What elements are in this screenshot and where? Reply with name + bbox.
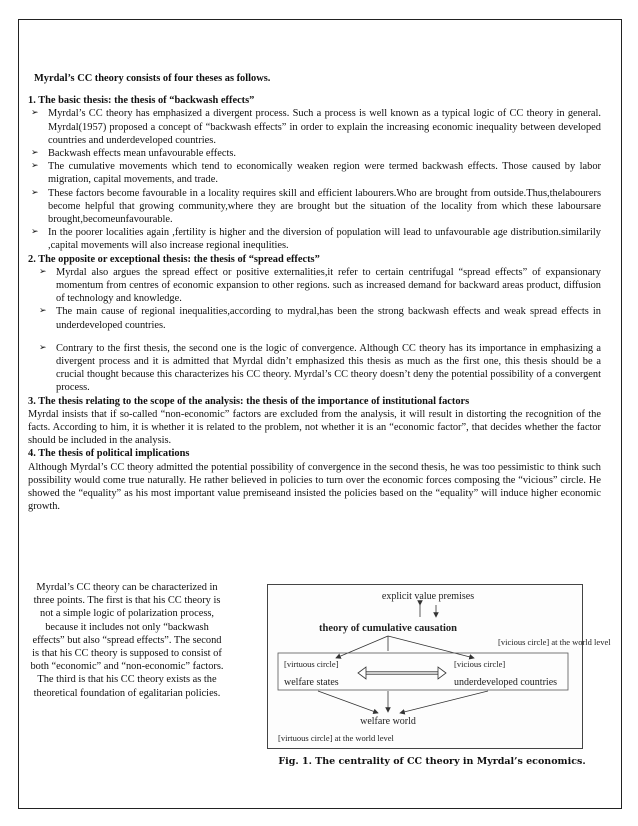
section-3-text: Myrdal insists that if so-called “non-economic” factors are excluded from the analysis, it will result in distorting the recognition of the facts. According to him, it is whether it is related to the problem, not whether it is an “economic factor”, that decides whether the factor should be included in the analysis. — [28, 408, 601, 447]
intro-heading: Myrdal’s CC theory consists of four theses as follows. — [34, 73, 271, 84]
summary-paragraph: Myrdal’s CC theory can be characterized in three points. The first is that his CC theory is not a simple logic of polarization process, because it includes not only “backwash effects” but also “spread effects”. The second is that his CC theory is supposed to consist of both “economic” and “non-economic” factors. The third is that his CC theory exists as the theoretical foundation of egalitarian policies. — [30, 582, 224, 699]
welfare-world-label: welfare world — [360, 716, 416, 727]
list-item: ➢ The main cause of regional inequalities,according to mydral,has been the strong backwash effects and weak spread effects in underdeveloped countries. — [36, 305, 601, 331]
list-item: ➢ These factors become favourable in a locality requires skill and efficient labourers.Who are brought from outside.Thus,thelabourers become helpful that growing community,where they are brought but the situation of the locality from which these laboursare brought,becomeunfavourable. — [28, 187, 601, 227]
figure-diagram — [267, 584, 611, 749]
section-2-heading: 2. The opposite or exceptional thesis: the thesis of “spread effects” — [28, 253, 320, 265]
welfare-states-label: welfare states — [284, 677, 339, 688]
document-body — [28, 72, 601, 514]
vicious-circle-label: [vicious circle] — [454, 659, 506, 669]
list-item: ➢ Backwash effects mean unfavourable effects. — [28, 147, 601, 160]
list-item: ➢ Contrary to the first thesis, the second one is the logic of convergence. Although CC theory has its importance in emphasizing a divergent process and it is admitted that Myrdal didn’t emphasized this thesis as much as the first one, this thesis should be a crucial thought because this characterizes his CC theory. Myrdal’s CC theory doesn’t deny the potential possibility of a convergent process. — [36, 342, 601, 395]
list-item: ➢ Myrdal also argues the spread effect or positive externalities,it refer to certain centrifugal “spread effects” of expansionary momentum from centres of economic expansion to other regions. such as increased demand for backward areas product, diffusion of technology and knowledge. — [36, 266, 601, 306]
cumulative-causation-label: theory of cumulative causation — [319, 623, 457, 634]
section-1-list — [28, 107, 601, 252]
vicious-circle-world-label: [vicious circle] at the world level — [498, 637, 611, 647]
virtuous-circle-world-label: [virtuous circle] at the world level — [278, 733, 394, 743]
list-item: ➢ Myrdal’s CC theory has emphasized a divergent process. Such a process is well known as a typical logic of CC theory in general. Myrdal(1957) proposed a concept of “backwash effects” in order to explain the increasing economic inequality between developed countries and underdeveloped countries. — [28, 107, 601, 147]
section-4-text: Although Myrdal’s CC theory admitted the potential possibility of convergence in the second thesis, he was too pessimistic to think such possibility would come true naturally. He rather believed in policies to turn over the economic forces composing the “vicious” circle. He showed the “equality” as his most important value premiseand insisted the policies based on the “equality” will induce higher economic growth. — [28, 461, 601, 513]
underdeveloped-countries-label: underdeveloped countries — [454, 677, 558, 688]
virtuous-circle-label: [virtuous circle] — [284, 659, 339, 669]
section-2-list-continued — [28, 342, 601, 395]
list-item: ➢ In the poorer localities again ,fertility is higher and the diversion of population will lead to unfavourable age distribution.similarily ,capital movements will also increase regional inequlities. — [28, 226, 601, 252]
list-item: ➢ The cumulative movements which tend to economically weaken region were termed backwash effects. Those caused by labor migration, capital movements, and trade. — [28, 160, 601, 186]
figure-caption: Fig. 1. The centrality of CC theory in Myrdal’s economics. — [278, 756, 586, 767]
section-3-heading: 3. The thesis relating to the scope of the analysis: the thesis of the importance of institutional factors — [28, 395, 470, 407]
section-2-list — [28, 266, 601, 332]
explicit-value-premises-label: explicit value premises — [381, 591, 475, 602]
section-1-heading: 1. The basic thesis: the thesis of “backwash effects” — [28, 95, 255, 107]
section-4-heading: 4. The thesis of political implications — [28, 448, 190, 460]
